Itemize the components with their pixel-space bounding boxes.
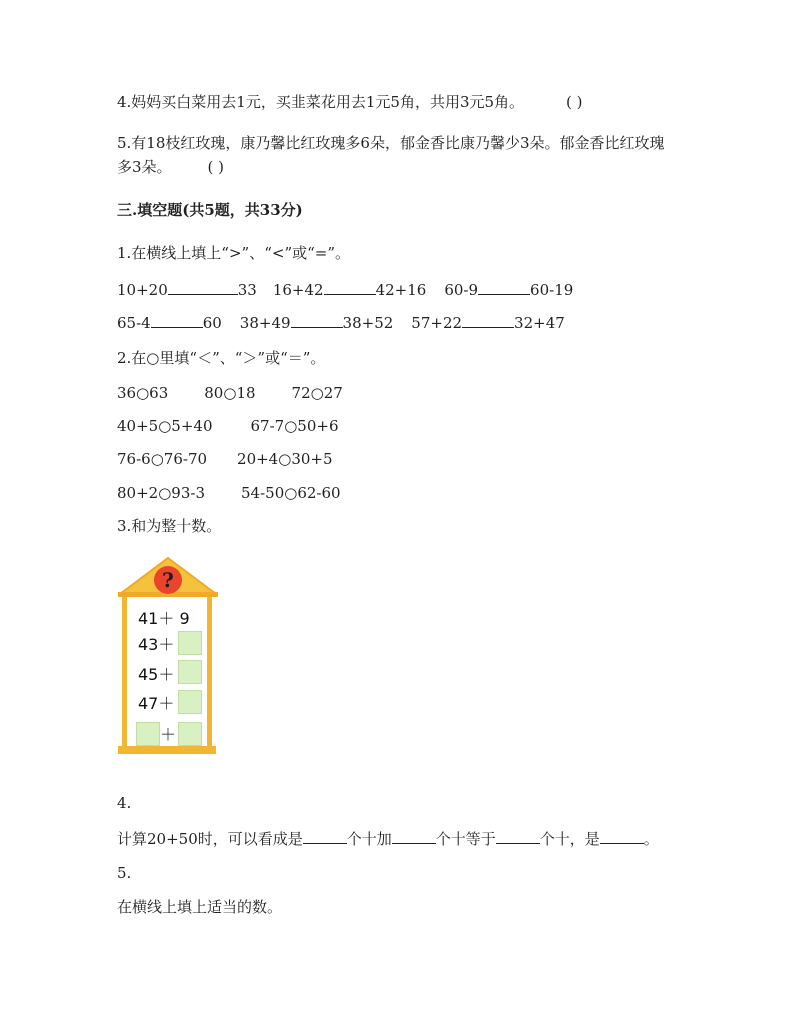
answer-box[interactable] xyxy=(136,722,160,746)
fill-q2-row2 xyxy=(117,416,339,436)
fill-q2-row4 xyxy=(117,483,341,503)
judge-question-5-line1 xyxy=(117,133,665,153)
fill-q4-number: 4. xyxy=(117,794,132,812)
fill-q3-prompt: 3.和为整十数。 xyxy=(117,517,222,535)
judge-q4-paren[interactable]: ( ) xyxy=(566,93,583,111)
fill-q1-prompt: 1.在横线上填上“>”、“<”或“=”。 xyxy=(117,244,351,262)
expr: 42+16 xyxy=(375,281,427,299)
circle-compare[interactable]: 40+5○5+40 xyxy=(117,417,213,435)
circle-compare[interactable]: 67-7○50+6 xyxy=(250,417,339,435)
fill-q5-number: 5. xyxy=(117,864,132,882)
answer-blank[interactable] xyxy=(291,313,343,328)
expr: 38+49 xyxy=(239,314,291,332)
answer-blank[interactable] xyxy=(168,280,238,295)
answer-blank[interactable] xyxy=(478,280,530,295)
house-figure xyxy=(118,556,218,760)
fill-q2-prompt: 2.在○里填“＜”、“＞”或“＝”。 xyxy=(117,349,326,367)
circle-compare[interactable]: 80○18 xyxy=(204,384,256,402)
judge-question-5-line2 xyxy=(117,157,224,177)
q4-part: 个十等于 xyxy=(435,830,496,848)
answer-blank[interactable] xyxy=(600,829,644,844)
question-mark-icon: ? xyxy=(154,566,182,594)
answer-blank[interactable] xyxy=(303,829,347,844)
q4-part: 计算20+50时，可以看成是 xyxy=(117,830,303,848)
circle-compare[interactable]: 36○63 xyxy=(117,384,169,402)
fill-q5-text: 在横线上填上适当的数。 xyxy=(117,898,283,916)
circle-compare[interactable]: 54-50○62-60 xyxy=(241,484,341,502)
expr: 60-9 xyxy=(444,281,479,299)
fill-q2-row3 xyxy=(117,449,333,469)
answer-blank[interactable] xyxy=(496,829,540,844)
answer-blank[interactable] xyxy=(462,313,514,328)
fill-q1-row2 xyxy=(117,313,565,333)
circle-compare[interactable]: 20+4○30+5 xyxy=(237,450,333,468)
answer-box[interactable] xyxy=(178,690,202,714)
circle-compare[interactable]: 76-6○76-70 xyxy=(117,450,208,468)
judge-q4-text: 4.妈妈买白菜用去1元，买韭菜花用去1元5角，共用3元5角。 xyxy=(117,93,525,111)
house-row-2-label: 43＋ xyxy=(138,635,175,654)
expr: 57+22 xyxy=(411,314,463,332)
house-row-5-plus: ＋ xyxy=(160,725,177,744)
house-row-3-label: 45＋ xyxy=(138,665,175,684)
answer-blank[interactable] xyxy=(392,829,436,844)
expr: 32+47 xyxy=(514,314,565,332)
answer-box[interactable] xyxy=(178,660,202,684)
house-row-1: 41＋ 9 xyxy=(138,609,190,628)
section-3-title: 三.填空题(共5题，共33分) xyxy=(117,201,303,219)
judge-q5-text-2: 多3朵。 xyxy=(117,158,172,176)
expr: 60 xyxy=(202,314,222,332)
fill-q1-row1 xyxy=(117,280,573,300)
answer-blank[interactable] xyxy=(324,280,376,295)
judge-q5-text-1: 5.有18枝红玫瑰，康乃馨比红玫瑰多6朵，郁金香比康乃馨少3朵。郁金香比红玫瑰 xyxy=(117,134,665,152)
expr: 65-4 xyxy=(117,314,151,332)
expr: 33 xyxy=(237,281,257,299)
q4-part: 。 xyxy=(643,830,659,848)
answer-blank[interactable] xyxy=(151,313,203,328)
judge-question-4 xyxy=(117,92,583,112)
circle-compare[interactable]: 72○27 xyxy=(291,384,343,402)
expr: 38+52 xyxy=(342,314,394,332)
judge-q5-paren[interactable]: ( ) xyxy=(207,158,225,176)
answer-box[interactable] xyxy=(178,631,202,655)
expr: 16+42 xyxy=(272,281,324,299)
expr: 10+20 xyxy=(117,281,168,299)
q4-part: 个十加 xyxy=(346,830,392,848)
answer-box[interactable] xyxy=(178,722,202,746)
fill-q2-row1 xyxy=(117,383,343,403)
fill-q4-text xyxy=(117,829,659,849)
expr: 60-19 xyxy=(530,281,574,299)
house-row-4-label: 47＋ xyxy=(138,694,175,713)
q4-part: 个十，是 xyxy=(539,830,600,848)
circle-compare[interactable]: 80+2○93-3 xyxy=(117,484,205,502)
